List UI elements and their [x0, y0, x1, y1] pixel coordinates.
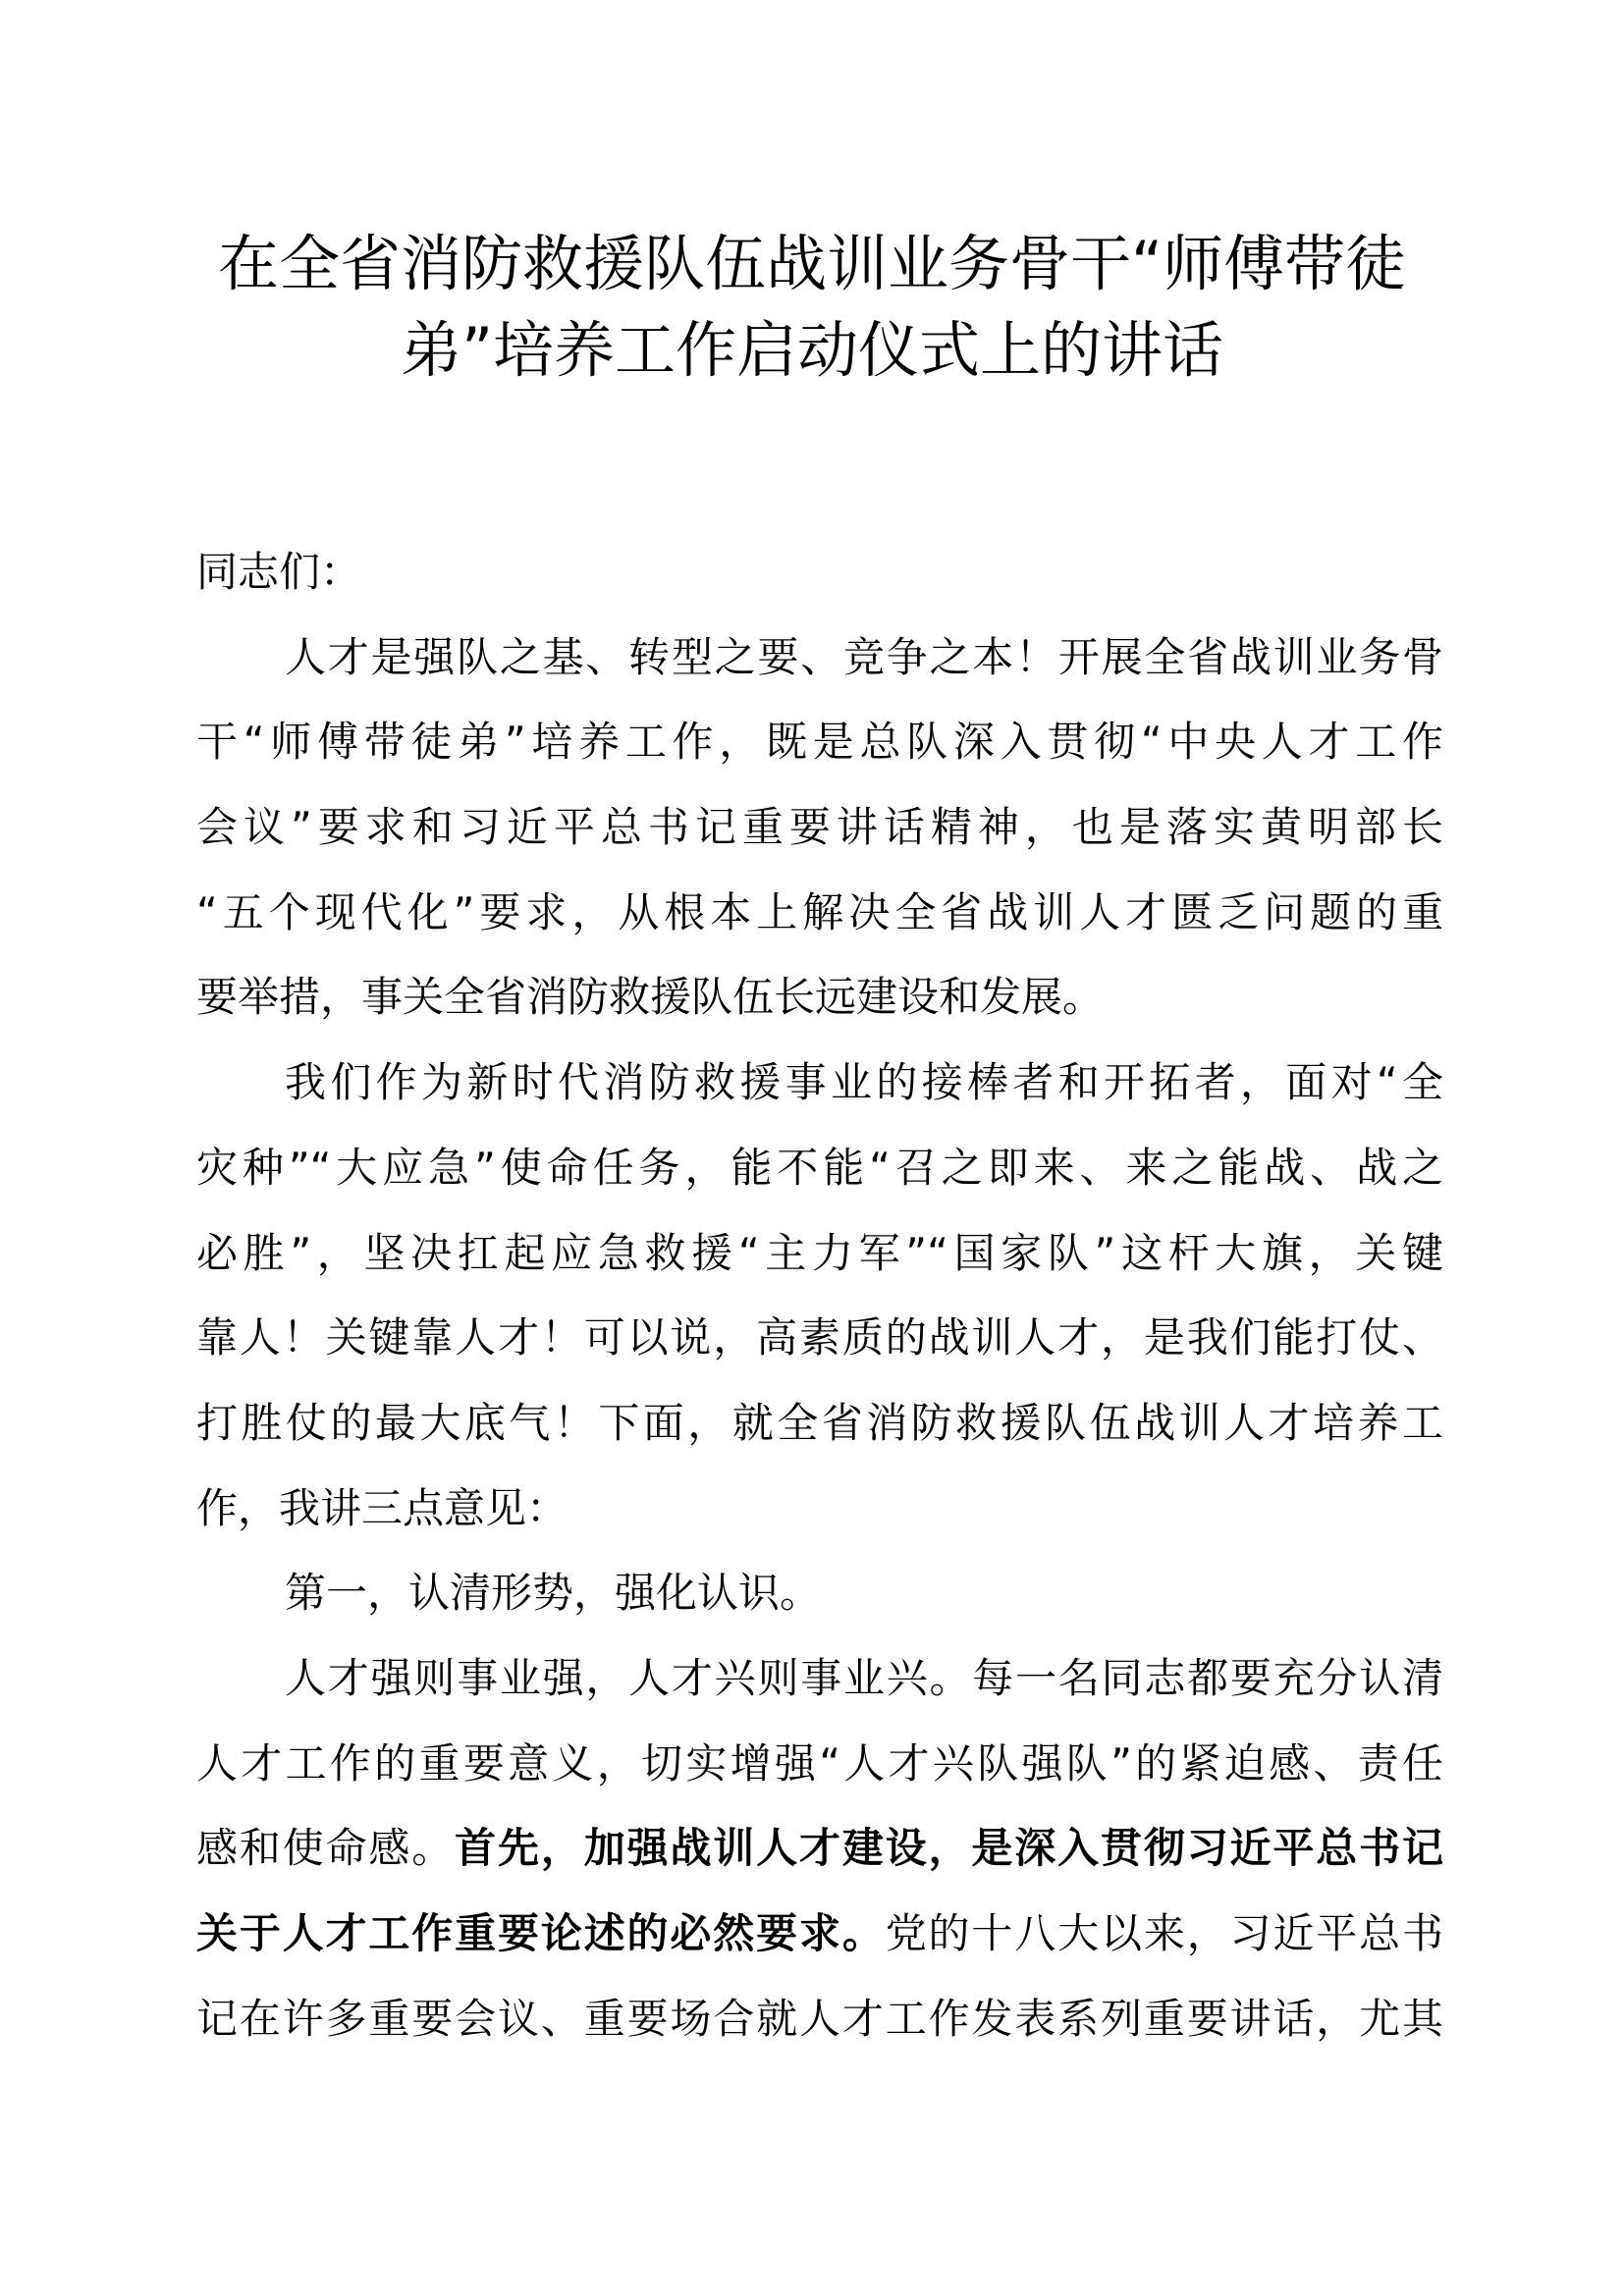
- bold-text: 关于人才工作重要论述的必然要求。: [196, 1909, 886, 1957]
- document-body: [196, 530, 1443, 2061]
- text-line: [196, 1211, 1443, 1297]
- text-line: [196, 785, 1443, 871]
- text: 灾种”“大应急”使命任务，能不能“召之即来、来之能战、战之: [196, 1143, 1443, 1192]
- text: 我们作为新时代消防救援事业的接棒者和开拓者，面对“全: [285, 1058, 1443, 1107]
- text: 会议”要求和习近平总书记重要讲话精神，也是落实黄明部长: [196, 803, 1443, 852]
- text: 第一，认清形势，强化认识。: [285, 1569, 822, 1618]
- text-line: [196, 1381, 1443, 1467]
- text: 人才工作的重要意义，切实增强“人才兴队强队”的紧迫感、责任: [196, 1738, 1443, 1788]
- text-line: [196, 700, 1443, 785]
- text: 靠人！关键靠人才！可以说，高素质的战训人才，是我们能打仗、: [196, 1313, 1443, 1362]
- text: 必胜”，坚决扛起应急救援“主力军”“国家队”这杆大旗，关键: [196, 1228, 1443, 1277]
- text: 打胜仗的最大底气！下面，就全省消防救援队伍战训人才培养工: [196, 1398, 1443, 1447]
- text: “五个现代化”要求，从根本上解决全省战训人才匮乏问题的重: [196, 887, 1443, 936]
- text: 作，我讲三点意见：: [196, 1483, 568, 1532]
- text: 记在许多重要会议、重要场合就人才工作发表系列重要讲话，尤其: [196, 1994, 1443, 2043]
- text: 人才是强队之基、转型之要、竞争之本！开展全省战训业务骨: [285, 632, 1443, 681]
- text-line: [196, 1892, 1443, 1977]
- text: 感和使命感。: [196, 1824, 456, 1873]
- title-line-2: 弟”培养工作启动仪式上的讲话: [400, 314, 1224, 386]
- text-line: [196, 1467, 1443, 1552]
- text-line: [196, 1296, 1443, 1381]
- text-line: [196, 1551, 1443, 1636]
- text-line: [196, 1636, 1443, 1722]
- text: 要举措，事关全省消防救援队伍长远建设和发展。: [196, 973, 1105, 1022]
- text: 人才强则事业强，人才兴则事业兴。每一名同志都要充分认清: [285, 1653, 1443, 1702]
- text-line: [196, 1041, 1443, 1126]
- document-title: [125, 221, 1499, 394]
- text-line: [196, 615, 1443, 701]
- text: 党的十八大以来，习近平总书: [885, 1909, 1443, 1957]
- text: 干“师傅带徒弟”培养工作，既是总队深入贯彻“中央人才工作: [196, 718, 1443, 767]
- text-line: [196, 1977, 1443, 2062]
- text-line: [196, 1806, 1443, 1892]
- text-line: [196, 1126, 1443, 1211]
- text-line: [196, 955, 1443, 1041]
- text: 同志们：: [196, 548, 362, 596]
- text-line: [196, 871, 1443, 956]
- text-line: [196, 1722, 1443, 1807]
- bold-text: 首先，加强战训人才建设，是深入贯彻习近平总书记: [455, 1824, 1443, 1873]
- text-line: [196, 530, 1443, 615]
- title-line-1: 在全省消防救援队伍战训业务骨干“师傅带徒: [217, 228, 1407, 299]
